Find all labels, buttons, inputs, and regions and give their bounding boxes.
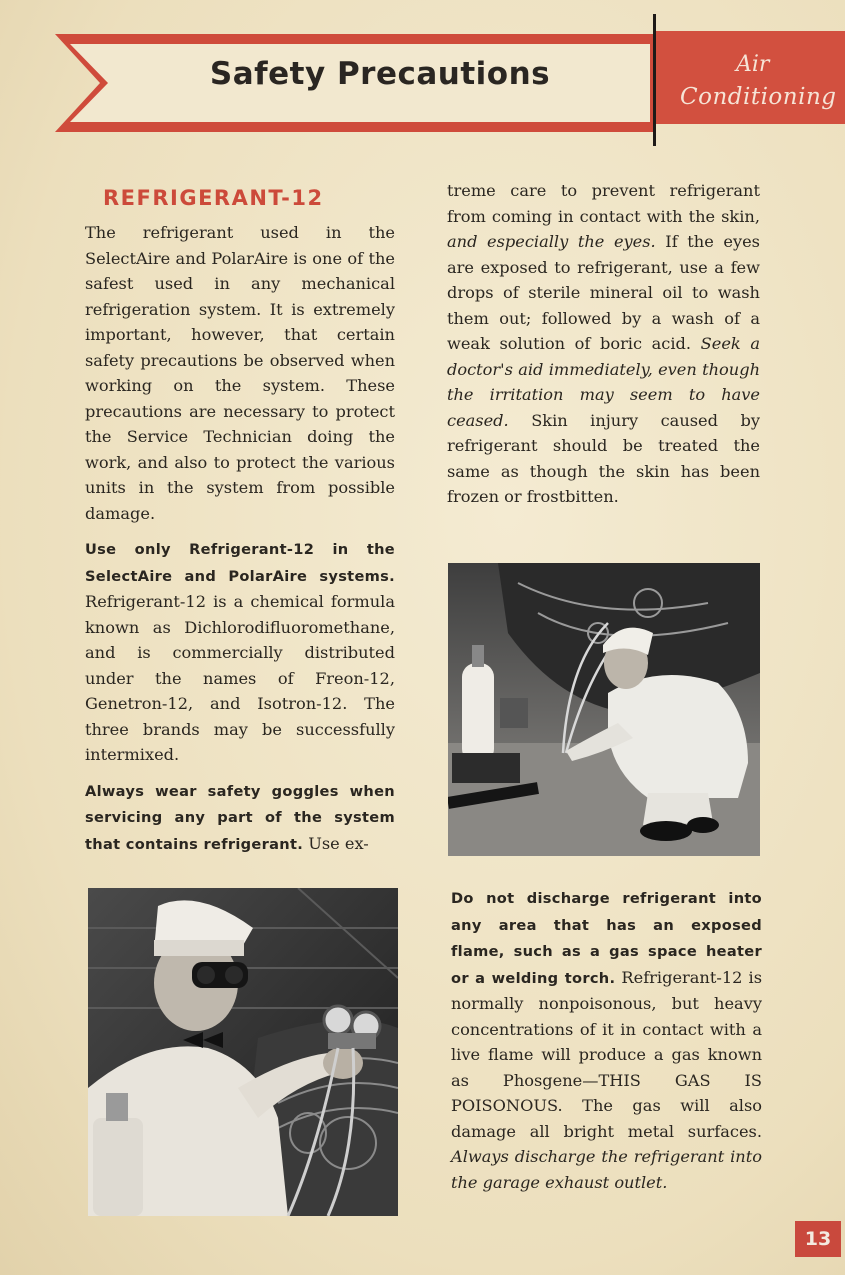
flame-warning-body: Refrigerant-12 is normally nonpoisonous, but heavy concentrations of it in contact with a live flame will produce a gas known as Phosgene—THIS GAS IS POISONOUS. The gas will also damage all bright metal surfaces.: [451, 967, 763, 1141]
eye-safety-text-a: treme care to prevent refrigerant from coming in contact with the skin,: [447, 181, 760, 226]
page-title: Safety Precautions: [209, 56, 551, 92]
eye-safety-text-b: If the eyes are exposed to refrigerant, use a few drops of sterile mineral oil to wash them out; followed by a wash of a weak solution of boric acid.: [447, 232, 760, 353]
eye-safety-paragraph: [447, 178, 760, 510]
goggles-lead: Always wear safety goggles when servicing any part of the system that contains refrigerant.: [85, 782, 395, 853]
technician-crouching-photo: [448, 563, 760, 856]
left-column: [85, 186, 395, 857]
page-number: 13: [795, 1221, 841, 1257]
flame-warning-paragraph: [451, 885, 762, 1195]
section-tab-line1: Air: [736, 52, 770, 77]
flame-warning-block: [451, 885, 762, 1195]
right-column: [447, 178, 760, 510]
goggles-paragraph: [85, 778, 395, 858]
eye-safety-emphasis-1: and especially the eyes.: [447, 232, 656, 251]
flame-warning-lead: Do not discharge refrigerant into any area that has an exposed flame, such as a gas space heater or a welding torch.: [451, 890, 762, 987]
flame-warning-emphasis: Always discharge the refrigerant into the garage exhaust outlet.: [451, 1147, 762, 1192]
goggles-body: Use ex-: [303, 833, 369, 853]
intro-paragraph: The refrigerant used in the SelectAire and PolarAire is one of the safest used in any mechanical refrigeration system. It is extremely important, however, that certain safety precautions be observed when working on the system. These precautions are necessary to protect the Service Technician doing the work, and also to protect the various units in the system from possible damage.: [85, 223, 395, 523]
header-divider: [653, 14, 656, 146]
section-tab-line2: Conditioning: [680, 84, 837, 110]
section-heading: REFRIGERANT-12: [103, 186, 324, 210]
refrigerant-type-lead: Use only Refrigerant-12 in the SelectAire and PolarAire systems.: [85, 541, 395, 585]
technician-goggles-photo: [88, 888, 398, 1216]
eye-safety-text-c: Skin injury caused by refrigerant should be treated the same as though the skin has been frozen or frostbitten.: [447, 410, 760, 506]
refrigerant-type-body: Refrigerant-12 is a chemical formula known as Dichlorodifluoromethane, and is commercially distributed under the names of Freon-12, Genetron-12, and Isotron-12. The three brands may be successfully intermixed.: [85, 592, 395, 764]
eye-safety-emphasis-2: Seek a doctor's aid immediately, even though the irritation may seem to have ceased.: [447, 334, 760, 430]
refrigerant-type-paragraph: [85, 536, 395, 768]
